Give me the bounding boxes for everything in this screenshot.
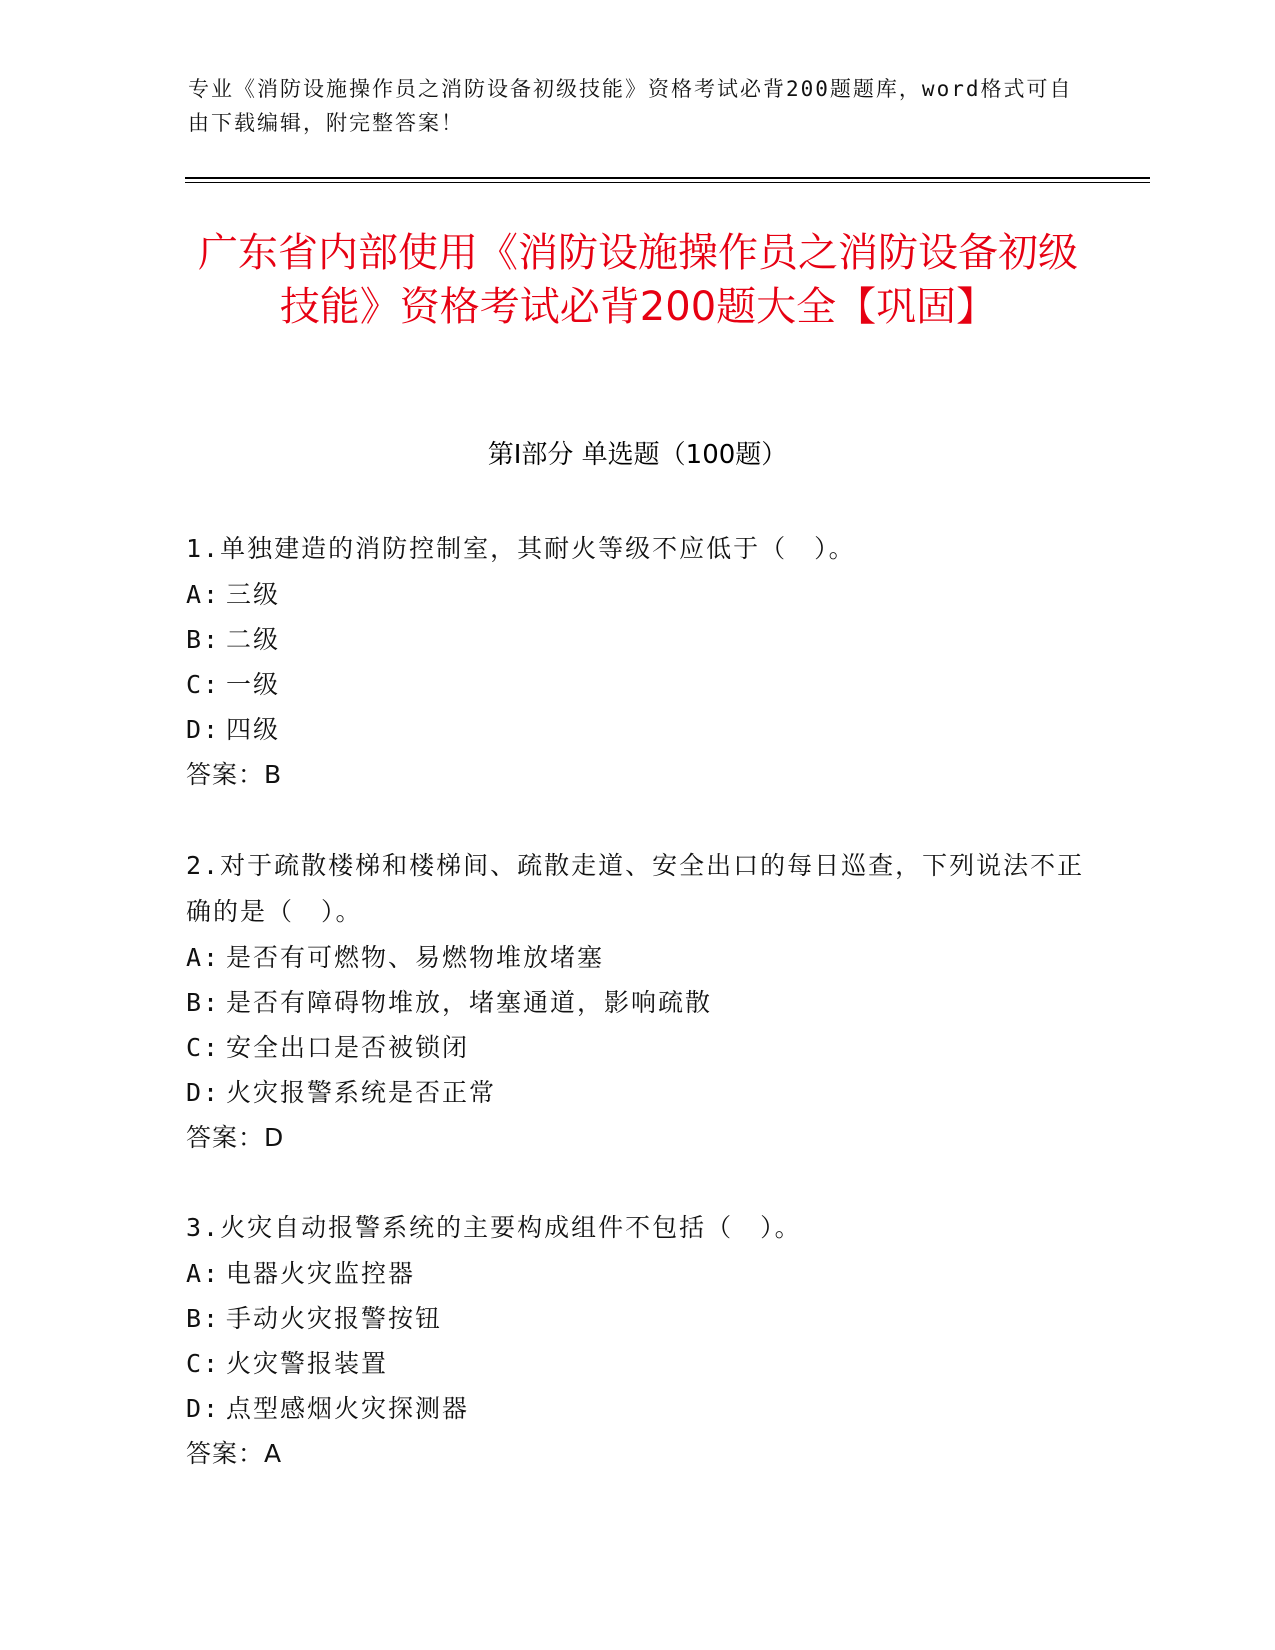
option-text: 手动火灾报警按钮 bbox=[226, 1304, 443, 1333]
option-text: 二级 bbox=[226, 625, 281, 654]
option-letter: D: bbox=[186, 1078, 221, 1107]
option-text: 一级 bbox=[226, 670, 281, 699]
question-block bbox=[186, 526, 1086, 798]
option-letter: D: bbox=[186, 1394, 221, 1423]
option-text: 点型感烟火灾探测器 bbox=[226, 1394, 470, 1423]
option-letter: C: bbox=[186, 670, 221, 699]
option-b bbox=[186, 617, 1086, 662]
question-stem: 2.对于疏散楼梯和楼梯间、疏散走道、安全出口的每日巡查，下列说法不正确的是（ ）。 bbox=[186, 851, 1085, 926]
option-b bbox=[186, 980, 1086, 1025]
question-block bbox=[186, 843, 1086, 1161]
answer-line: 答案：D bbox=[186, 1123, 285, 1152]
option-c bbox=[186, 662, 1086, 707]
option-b bbox=[186, 1296, 1086, 1341]
option-letter: A: bbox=[186, 1259, 221, 1288]
question-stem: 1.单独建造的消防控制室，其耐火等级不应低于（ ）。 bbox=[186, 534, 856, 563]
document-title: 广东省内部使用《消防设施操作员之消防设备初级技能》资格考试必背200题大全【巩固】 bbox=[198, 230, 1078, 330]
option-letter: A: bbox=[186, 580, 221, 609]
header-divider-thick bbox=[185, 177, 1150, 179]
option-letter: A: bbox=[186, 943, 221, 972]
option-a bbox=[186, 1251, 1086, 1296]
answer-line: 答案：B bbox=[186, 760, 283, 789]
option-letter: C: bbox=[186, 1349, 221, 1378]
option-text: 火灾警报装置 bbox=[226, 1349, 389, 1378]
option-text: 火灾报警系统是否正常 bbox=[226, 1078, 497, 1107]
header-divider-thin bbox=[185, 182, 1150, 183]
header-note: 专业《消防设施操作员之消防设备初级技能》资格考试必背200题题库，word格式可自由下载编辑，附完整答案！ bbox=[188, 77, 1073, 135]
option-text: 安全出口是否被锁闭 bbox=[226, 1033, 470, 1062]
option-a bbox=[186, 935, 1086, 980]
option-letter: B: bbox=[186, 988, 221, 1017]
answer-line: 答案：A bbox=[186, 1439, 283, 1468]
option-text: 四级 bbox=[226, 715, 281, 744]
option-letter: C: bbox=[186, 1033, 221, 1062]
option-text: 三级 bbox=[226, 580, 281, 609]
option-c bbox=[186, 1025, 1086, 1070]
question-block bbox=[186, 1205, 1086, 1477]
section-title: 第Ⅰ部分 单选题（100题） bbox=[487, 440, 788, 470]
question-stem: 3.火灾自动报警系统的主要构成组件不包括（ ）。 bbox=[186, 1213, 802, 1242]
option-a bbox=[186, 572, 1086, 617]
option-letter: D: bbox=[186, 715, 221, 744]
option-text: 是否有障碍物堆放，堵塞通道，影响疏散 bbox=[226, 988, 713, 1017]
option-text: 电器火灾监控器 bbox=[226, 1259, 416, 1288]
option-letter: B: bbox=[186, 1304, 221, 1333]
option-c bbox=[186, 1341, 1086, 1386]
option-d bbox=[186, 1070, 1086, 1115]
option-d bbox=[186, 1386, 1086, 1431]
option-text: 是否有可燃物、易燃物堆放堵塞 bbox=[226, 943, 605, 972]
option-letter: B: bbox=[186, 625, 221, 654]
option-d bbox=[186, 707, 1086, 752]
